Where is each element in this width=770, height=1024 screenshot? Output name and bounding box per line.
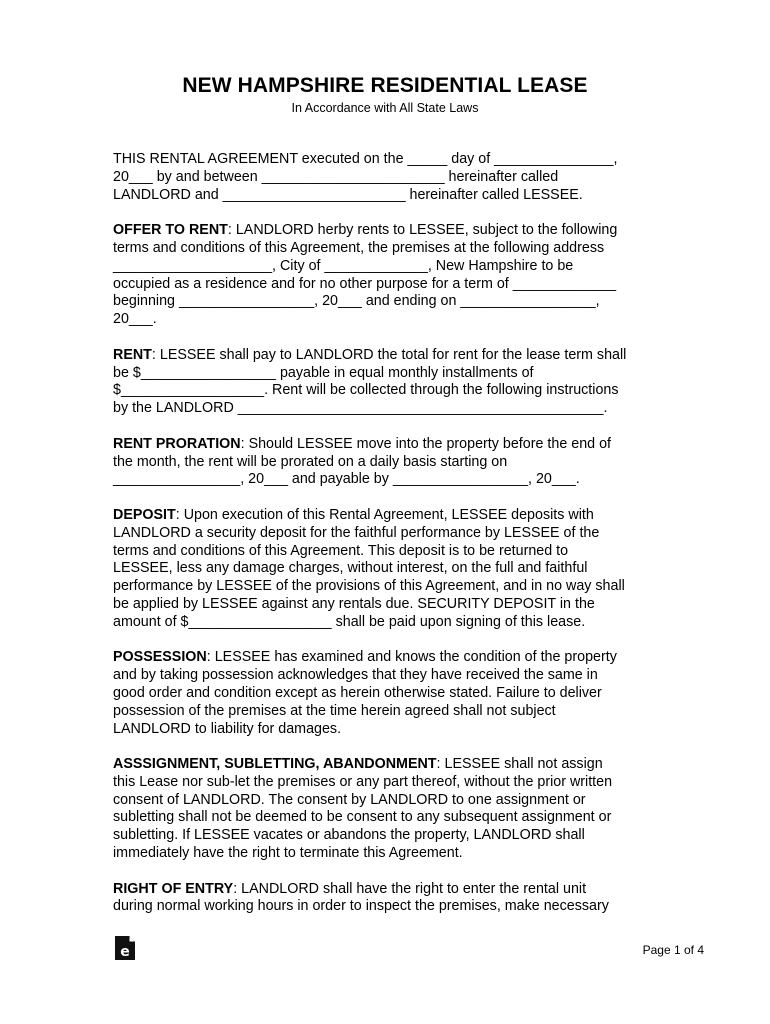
paragraph-line: $__________________. Rent will be collected through the following instructions: [113, 382, 619, 399]
paragraph-line: subletting. If LESSEE vacates or abandons the property, LANDLORD shall: [113, 827, 585, 844]
document-title: NEW HAMPSHIRE RESIDENTIAL LEASE: [182, 74, 588, 97]
paragraph-line: LESSEE, less any damage charges, without interest, on the full and faithful: [113, 560, 588, 577]
paragraph-line: possession of the premises at the time herein agreed shall not subject: [113, 702, 556, 719]
paragraph-line: occupied as a residence and for no other purpose for a term of _____________: [113, 275, 617, 292]
offer-to-rent-paragraph: [113, 222, 673, 329]
section-heading: RENT PRORATION: [113, 435, 241, 452]
paragraph-line: LANDLORD to liability for damages.: [113, 720, 342, 737]
paragraph-text: : LESSEE shall pay to LANDLORD the total for rent for the lease term shall: [151, 346, 627, 363]
paragraph-line: immediately have the right to terminate this Agreement.: [113, 845, 463, 862]
paragraph-line: by the LANDLORD ______________________________________________.: [113, 400, 608, 417]
assignment-paragraph: [113, 756, 673, 863]
rent-paragraph: [113, 347, 673, 418]
paragraph-line: performance by LESSEE of the provisions of this Agreement, and in no way shall: [113, 578, 625, 595]
paragraph-line: be $_________________ payable in equal monthly installments of: [113, 364, 534, 381]
paragraph-line: be applied by LESSEE against any rentals due. SECURITY DEPOSIT in the: [113, 595, 595, 612]
paragraph-line: terms and conditions of this Agreement, the premises at the following address: [113, 239, 605, 256]
section-heading: RIGHT OF ENTRY: [113, 880, 234, 897]
section-heading: DEPOSIT: [113, 506, 176, 523]
svg-text:e: e: [120, 944, 130, 960]
section-heading: OFFER TO RENT: [113, 222, 228, 239]
paragraph-line: this Lease nor sub-let the premises or any part thereof, without the prior written: [113, 773, 613, 790]
paragraph-line: LANDLORD a security deposit for the faithful performance by LESSEE of the: [113, 524, 600, 541]
document-subtitle: In Accordance with All State Laws: [291, 101, 479, 115]
document-body: [113, 151, 673, 934]
section-heading: ASSSIGNMENT, SUBLETTING, ABANDONMENT: [113, 756, 437, 773]
paragraph-text: : LESSEE shall not assign: [436, 756, 603, 773]
paragraph-line: amount of $__________________ shall be paid upon signing of this lease.: [113, 613, 586, 630]
paragraph-text: : Should LESSEE move into the property before the end of: [240, 435, 611, 452]
paragraph-line: during normal working hours in order to inspect the premises, make necessary: [113, 898, 609, 915]
intro-line: 20___ by and between _______________________ hereinafter called: [113, 168, 559, 185]
paragraph-text: : LANDLORD herby rents to LESSEE, subject to the following: [227, 222, 618, 239]
paragraph-text: : LANDLORD shall have the right to enter the rental unit: [233, 880, 587, 897]
paragraph-text: : Upon execution of this Rental Agreement, LESSEE deposits with: [175, 506, 594, 523]
paragraph-line: good order and condition except as herein otherwise stated. Failure to deliver: [113, 684, 602, 701]
paragraph-text: : LESSEE has examined and knows the condition of the property: [206, 649, 617, 666]
rent-proration-paragraph: [113, 436, 673, 489]
paragraph-line: and by taking possession acknowledges that they have received the same in: [113, 667, 598, 684]
document-logo-icon: [112, 935, 138, 961]
paragraph-line: subletting shall not be deemed to be consent to any subsequent assignment or: [113, 809, 612, 826]
paragraph-line: terms and conditions of this Agreement. This deposit is to be returned to: [113, 542, 569, 559]
section-heading: RENT: [113, 346, 152, 363]
right-of-entry-paragraph: [113, 881, 673, 917]
paragraph-line: ________________, 20___ and payable by _________________, 20___.: [113, 471, 580, 488]
paragraph-line: the month, the rent will be prorated on a daily basis starting on: [113, 453, 508, 470]
intro-line: THIS RENTAL AGREEMENT executed on the _____ day of _______________,: [113, 151, 618, 167]
paragraph-line: 20___.: [113, 311, 157, 328]
intro-line: LANDLORD and _______________________ hereinafter called LESSEE.: [113, 186, 583, 203]
paragraph-line: consent of LANDLORD. The consent by LANDLORD to one assignment or: [113, 791, 586, 808]
possession-paragraph: [113, 649, 673, 738]
paragraph-line: beginning _________________, 20___ and ending on _________________,: [113, 293, 600, 310]
section-heading: POSSESSION: [113, 649, 207, 666]
paragraph-line: ____________________, City of _____________, New Hampshire to be: [113, 257, 574, 274]
page-number: Page 1 of 4: [642, 943, 704, 957]
intro-paragraph: [113, 151, 673, 204]
deposit-paragraph: [113, 507, 673, 632]
